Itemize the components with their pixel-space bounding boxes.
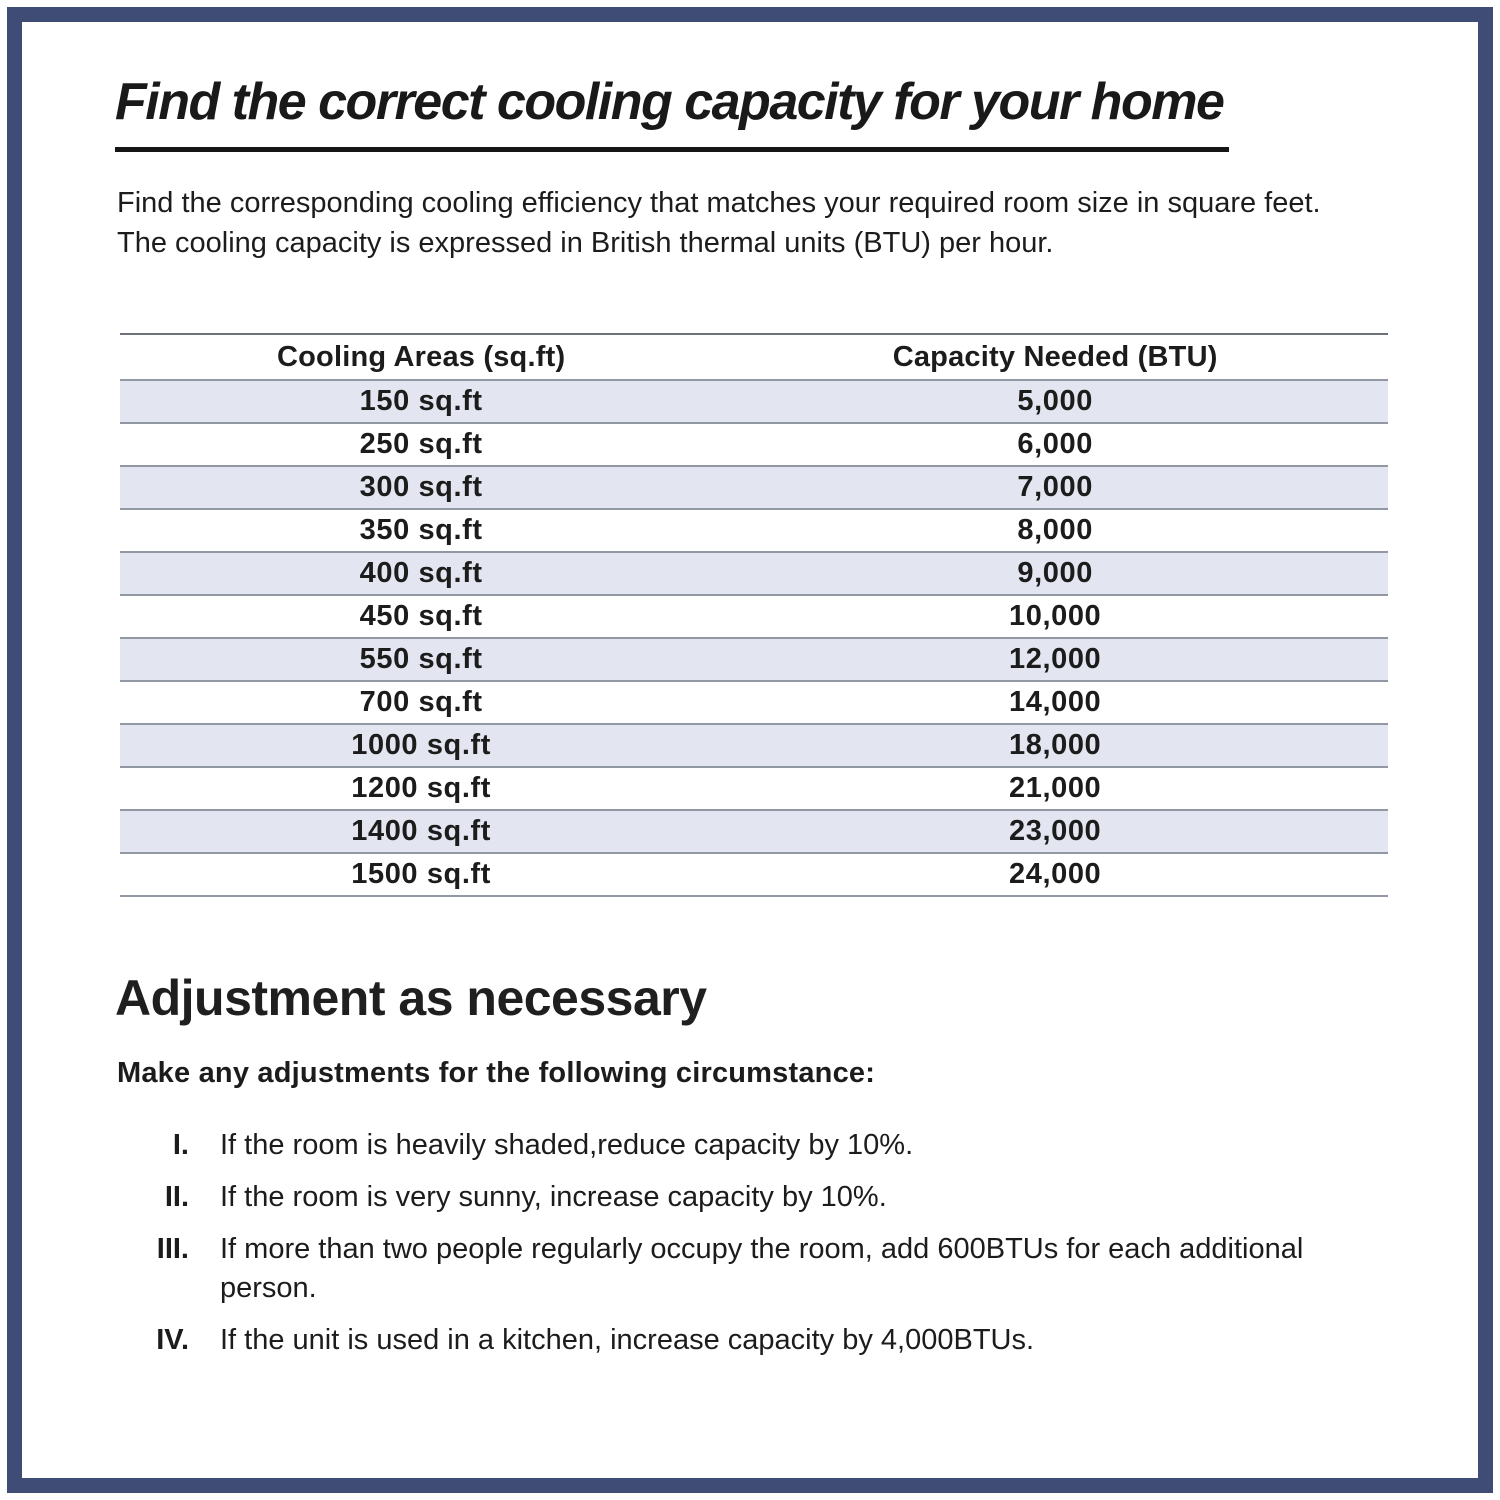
capacity-cell: 14,000 bbox=[1008, 686, 1102, 718]
table-row bbox=[120, 595, 1388, 638]
intro-paragraph bbox=[117, 183, 1408, 263]
list-item-numeral: II. bbox=[164, 1181, 189, 1213]
table-row bbox=[120, 466, 1388, 509]
capacity-cell: 6,000 bbox=[1017, 428, 1093, 460]
table-row bbox=[120, 509, 1388, 552]
adjustment-subheading: Make any adjustments for the following circumstance: bbox=[117, 1057, 876, 1089]
cooling-area-cell: 550 sq.ft bbox=[359, 643, 483, 675]
list-item bbox=[115, 1230, 1408, 1308]
capacity-cell: 18,000 bbox=[1008, 729, 1102, 761]
table-row bbox=[120, 380, 1388, 423]
column-header-cooling-areas: Cooling Areas (sq.ft) bbox=[277, 340, 566, 373]
list-item-text: If the room is very sunny, increase capacity by 10%. bbox=[220, 1181, 887, 1213]
table-row bbox=[120, 724, 1388, 767]
capacity-cell: 9,000 bbox=[1017, 557, 1093, 589]
table-row bbox=[120, 767, 1388, 810]
cooling-area-cell: 1000 sq.ft bbox=[351, 729, 492, 761]
adjustment-list bbox=[115, 1126, 1408, 1360]
adjustment-heading: Adjustment as necessary bbox=[115, 970, 707, 1026]
list-item-numeral: IV. bbox=[156, 1324, 189, 1356]
capacity-cell: 5,000 bbox=[1017, 385, 1093, 417]
cooling-area-cell: 150 sq.ft bbox=[359, 385, 483, 417]
list-item bbox=[115, 1321, 1408, 1360]
cooling-area-cell: 1400 sq.ft bbox=[351, 815, 492, 847]
table-row bbox=[120, 423, 1388, 466]
cooling-area-cell: 450 sq.ft bbox=[359, 600, 483, 632]
table-header-row bbox=[120, 334, 1388, 380]
table-row bbox=[120, 552, 1388, 595]
capacity-cell: 23,000 bbox=[1008, 815, 1102, 847]
intro-line-1: Find the corresponding cooling efficiency that matches your required room size in square feet. bbox=[117, 187, 1321, 219]
cooling-area-cell: 700 sq.ft bbox=[359, 686, 483, 718]
cooling-area-cell: 1200 sq.ft bbox=[351, 772, 492, 804]
cooling-area-cell: 400 sq.ft bbox=[359, 557, 483, 589]
capacity-cell: 12,000 bbox=[1008, 643, 1102, 675]
cooling-area-cell: 250 sq.ft bbox=[359, 428, 483, 460]
list-item-text: If more than two people regularly occupy the room, add 600BTUs for each additional person. bbox=[220, 1233, 1304, 1304]
page-border bbox=[7, 7, 1493, 1493]
capacity-cell: 7,000 bbox=[1017, 471, 1093, 503]
capacity-cell: 21,000 bbox=[1008, 772, 1102, 804]
column-header-capacity-needed: Capacity Needed (BTU) bbox=[892, 340, 1218, 373]
cooling-area-cell: 350 sq.ft bbox=[359, 514, 483, 546]
cooling-area-cell: 300 sq.ft bbox=[359, 471, 483, 503]
list-item bbox=[115, 1126, 1408, 1165]
cooling-capacity-table bbox=[120, 333, 1388, 897]
list-item-numeral: I. bbox=[172, 1129, 189, 1161]
table-row bbox=[120, 681, 1388, 724]
intro-line-2: The cooling capacity is expressed in British thermal units (BTU) per hour. bbox=[117, 227, 1054, 259]
capacity-cell: 24,000 bbox=[1008, 858, 1102, 890]
page-content bbox=[22, 22, 1478, 1413]
table-row bbox=[120, 853, 1388, 896]
capacity-cell: 8,000 bbox=[1017, 514, 1093, 546]
list-item-text: If the room is heavily shaded,reduce capacity by 10%. bbox=[220, 1129, 914, 1161]
list-item bbox=[115, 1178, 1408, 1217]
table-body bbox=[120, 380, 1388, 896]
cooling-area-cell: 1500 sq.ft bbox=[351, 858, 492, 890]
list-item-text: If the unit is used in a kitchen, increase capacity by 4,000BTUs. bbox=[220, 1324, 1035, 1356]
capacity-cell: 10,000 bbox=[1008, 600, 1102, 632]
table-row bbox=[120, 810, 1388, 853]
page-title: Find the correct cooling capacity for your home bbox=[115, 72, 1229, 152]
table-row bbox=[120, 638, 1388, 681]
list-item-numeral: III. bbox=[156, 1233, 189, 1265]
